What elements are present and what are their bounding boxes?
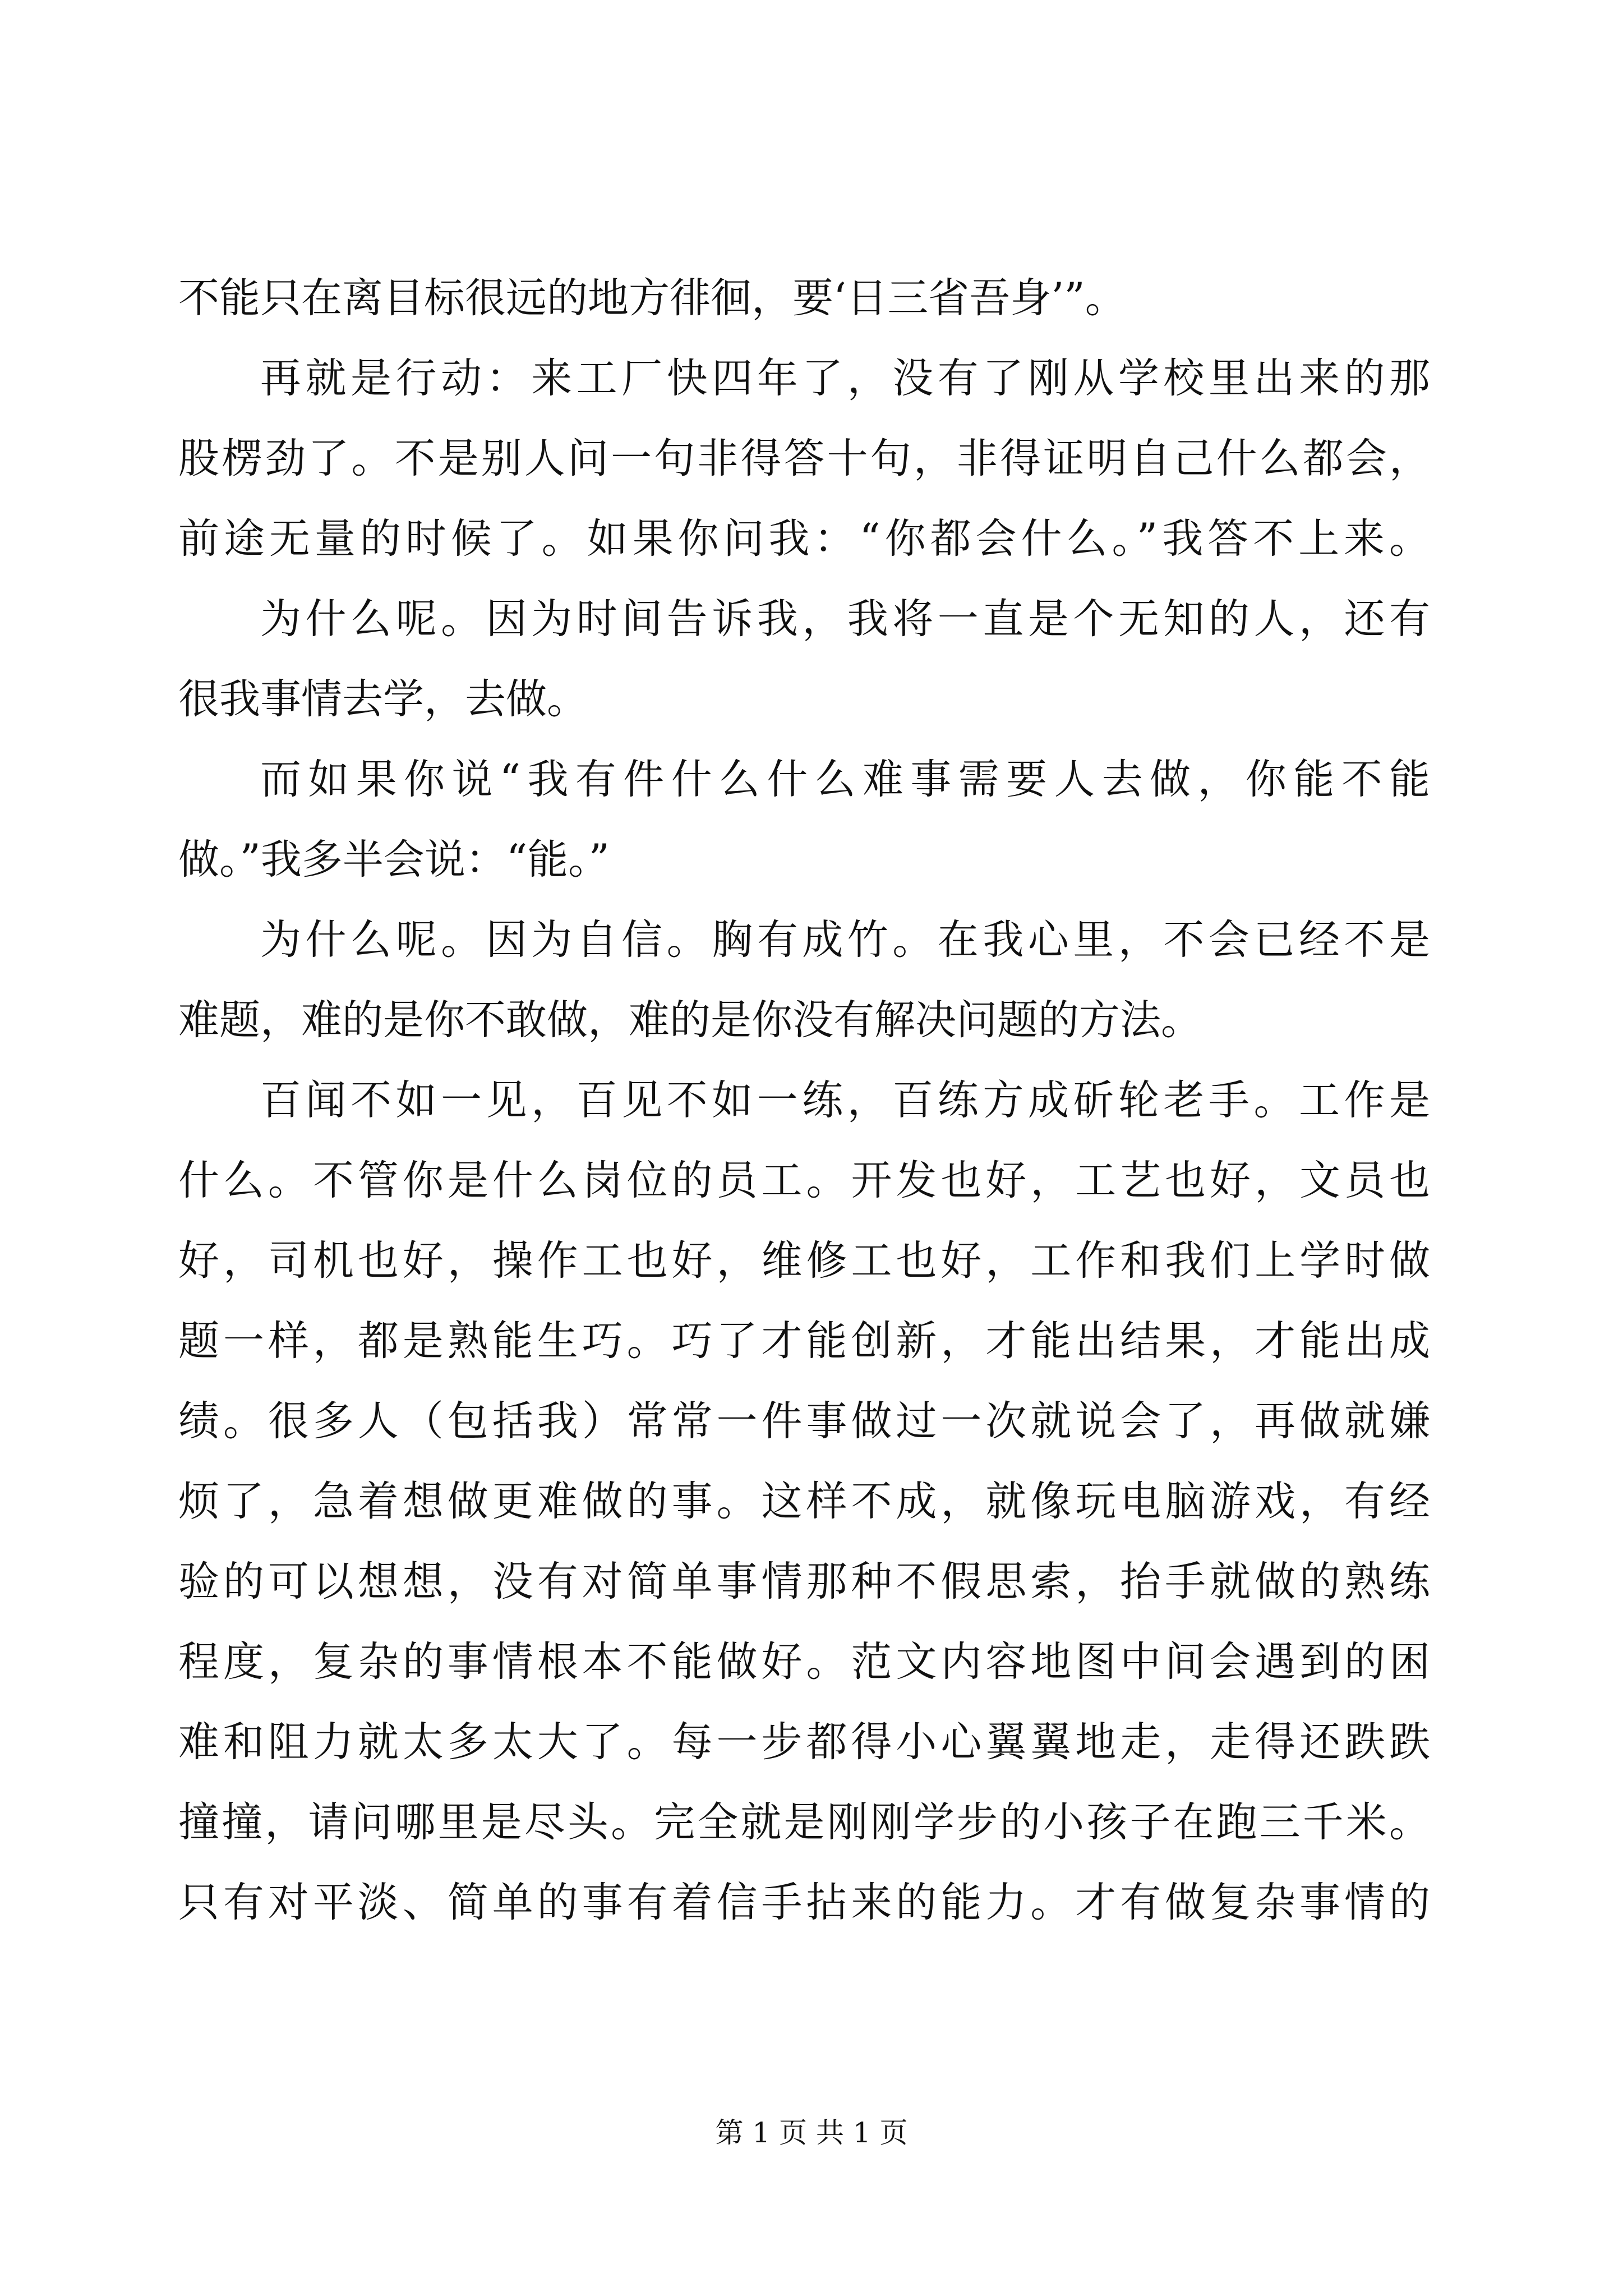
text-line: 百闻不如一见，百见不如一练，百练方成斫轮老手。工作是: [260, 1076, 1430, 1124]
text-line: 难题，难的是你不敢做，难的是你没有解决问题的方法。: [178, 996, 1202, 1044]
text-line: 绩。很多人（包括我）常常一件事做过一次就说会了，再做就嫌: [178, 1397, 1430, 1445]
document-body: [178, 258, 1430, 1943]
text-line: 题一样，都是熟能生巧。巧了才能创新，才能出结果，才能出成: [178, 1317, 1430, 1365]
text-line: 什么。不管你是什么岗位的员工。开发也好，工艺也好，文员也: [178, 1157, 1430, 1204]
text-line: 程度，复杂的事情根本不能做好。范文内容地图中间会遇到的困: [178, 1638, 1430, 1686]
text-line: 为什么呢。因为时间告诉我，我将一直是个无知的人，还有: [260, 595, 1430, 643]
text-line: 股楞劲了。不是别人问一句非得答十句，非得证明自己什么都会，: [178, 435, 1430, 482]
page-number-footer: 第 1 页 共 1 页: [715, 2116, 908, 2149]
text-line: 很我事情去学，去做。: [178, 675, 588, 723]
text-line: 难和阻力就太多太大了。每一步都得小心翼翼地走，走得还跌跌: [178, 1718, 1430, 1766]
text-line: 撞撞，请问哪里是尽头。完全就是刚刚学步的小孩子在跑三千米。: [178, 1798, 1430, 1846]
text-line: 再就是行动：来工厂快四年了，没有了刚从学校里出来的那: [260, 355, 1430, 402]
text-line: 而如果你说“我有件什么什么难事需要人去做，你能不能: [260, 756, 1430, 803]
text-line: 验的可以想想，没有对简单事情那种不假思索，抬手就做的熟练: [178, 1558, 1430, 1605]
text-line: 前途无量的时候了。如果你问我：“你都会什么。”我答不上来。: [178, 515, 1430, 563]
text-line: 做。”我多半会说：“能。”: [178, 836, 610, 884]
text-line: 只有对平淡、简单的事有着信手拈来的能力。才有做复杂事情的: [178, 1879, 1430, 1926]
text-line: 为什么呢。因为自信。胸有成竹。在我心里，不会已经不是: [260, 916, 1430, 964]
text-line: 好，司机也好，操作工也好，维修工也好，工作和我们上学时做: [178, 1237, 1430, 1285]
text-line: 不能只在离目标很远的地方徘徊，要‘日三省吾身’”。: [178, 274, 1126, 322]
text-line: 烦了，急着想做更难做的事。这样不成，就像玩电脑游戏，有经: [178, 1478, 1430, 1525]
